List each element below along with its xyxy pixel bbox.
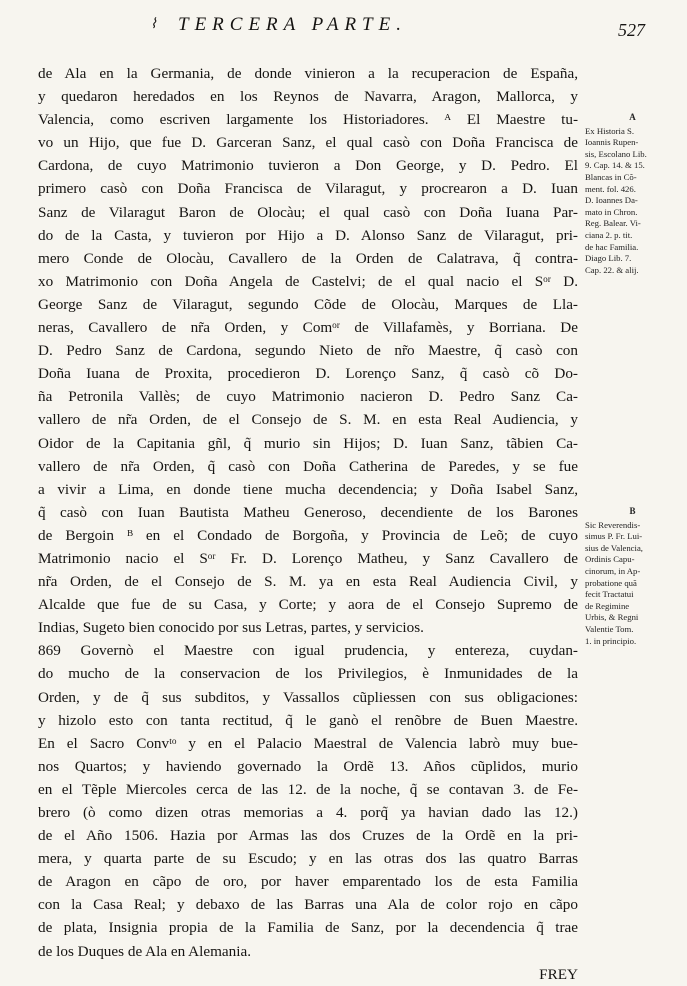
text-line: nos Quartos; y haviendo governado la Ordẽ 13. Años cũplidos, murio: [38, 757, 578, 775]
text-line: FREY: [539, 965, 578, 983]
text-line: a vivir a Lima, en donde tiene mucha decendencia; y Doña Isabel Sanz,: [38, 480, 578, 498]
header-title: TERCERA PARTE.: [178, 14, 407, 35]
margin-note-line: Cap. 22. & alij.: [585, 264, 639, 275]
text-line: de plata, Insignia propia de la Familia de Sanz, por la decendencia q̃ trae: [38, 919, 578, 937]
text-line: nr̃a Orden, de el Consejo de S. M. ya en esta Real Audiencia Civil, y: [38, 573, 578, 591]
page-number: 527: [618, 20, 645, 40]
margin-note-line: cinorum, in Ap-: [585, 565, 641, 576]
text-line: mera, y quarta parte de su Escudo; y en las otras dos las quatro Barras: [38, 850, 578, 868]
margin-note-line: Urbis, & Regni: [585, 612, 639, 623]
text-line: vallero de nr̃a Orden, de el Consejo de S. M. en esta Real Audiencia, y: [38, 411, 578, 429]
text-line: mero Conde de Olocàu, Cavallero de la Orden de Calatrava, q̃ contra-: [38, 249, 578, 267]
margin-note-line: simus P. Fr. Lui-: [585, 531, 643, 542]
text-line: 869 Governò el Maestre con igual prudencia, y entereza, cuydan-: [38, 642, 578, 660]
text-line: Sanz de Vilaragut Baron de Olocàu; el qual casò con Doña Iuana Par-: [38, 203, 578, 221]
text-line: ña Petronila Vallès; de cuyo Matrimonio nacieron D. Pedro Sanz Ca-: [38, 388, 578, 406]
margin-note-line: D. Ioannes Da-: [585, 195, 638, 206]
text-line: D. Pedro Sanz de Cardona, segundo Nieto de nr̃o Maestre, q̃ casò con: [38, 342, 578, 360]
text-line: Oidor de la Capitania gñl, q̃ murio sin Hijos; D. Iuan Sanz, tãbien Ca-: [38, 434, 578, 452]
text-line: vallero de nr̃a Orden, q̃ casò con Doña Catherina de Paredes, y se fue: [38, 457, 578, 475]
text-line: Matrimonio nacio el Sᵒʳ Fr. D. Lorenço Matheu, y Sanz Cavallero de: [38, 549, 578, 567]
margin-note-line: Sic Reverendis-: [585, 519, 641, 530]
text-line: neras, Cavallero de nr̃a Orden, y Comᵒʳ de Villafamès, y Borriana. De: [38, 319, 578, 337]
text-line: de Ala en la Germania, de donde vinieron a la recuperacion de España,: [38, 65, 578, 82]
text-line: primero casò con Doña Francisca de Vilaragut, y procrearon a D. Iuan: [38, 180, 578, 198]
margin-note-line: Reg. Balear. Vi-: [585, 218, 641, 229]
text-line: y quedaron heredados en los Reynos de Navarra, Aragon, Mallorca, y: [38, 88, 578, 106]
text-line: Cardona, de cuyo Matrimonio tuvieron a Don George, y D. Pedro. El: [38, 157, 578, 175]
text-line: xo Matrimonio con Doña Angela de Castelvi; de el qual nacio el Sᵒʳ D.: [38, 272, 578, 290]
body-text: [38, 62, 578, 986]
margin-note-marker: A: [629, 112, 636, 122]
margin-note-line: ment. fol. 426.: [585, 183, 636, 194]
text-line: en el Tẽple Miercoles cerca de las 12. de la noche, q̃ se contavan 3. de Fe-: [38, 780, 578, 798]
text-line: vo un Hijo, que fue D. Garceran Sanz, el qual casò con Doña Francisca de: [38, 134, 578, 152]
margin-note-line: sis, Escolano Lib.: [585, 148, 647, 159]
margin-note-a: [585, 112, 680, 276]
margin-note-line: Ioannis Rupen-: [585, 137, 639, 148]
text-line: de el Año 1506. Hazia por Armas las dos Cruzes de la Ordẽ en la pri-: [38, 827, 578, 845]
margin-note-line: ciana 2. p. tit.: [585, 229, 633, 240]
margin-note-line: Blancas in Cõ-: [585, 171, 637, 182]
margin-note-line: Ordinis Capu-: [585, 554, 635, 565]
text-line: George Sanz de Vilaragut, segundo Cõde de Olocàu, Marques de Lla-: [38, 295, 578, 313]
running-header: [150, 14, 590, 40]
margin-note-line: fecit Tractatui: [585, 589, 634, 600]
header-ornament: ⌇: [150, 17, 157, 32]
text-line: de Aragon en cãpo de oro, por haver emparentado los de esta Familia: [38, 873, 578, 891]
text-line: Orden, y de q̃ sus subditos, y Vassallos cũpliessen con sus obligaciones:: [38, 688, 578, 706]
text-line: Indias, Sugeto bien conocido por sus Letras, partes, y servicios.: [38, 619, 424, 637]
margin-note-line: Valentie Tom.: [585, 623, 634, 634]
margin-note-line: 9. Cap. 14. & 15.: [585, 160, 645, 171]
text-line: de los Duques de Ala en Alemania.: [38, 942, 251, 960]
margin-note-line: de Regimine: [585, 600, 630, 611]
margin-note-line: mato in Chron.: [585, 206, 638, 217]
text-line: Alcalde que fue de su Casa, y Corte; y aora de el Consejo Supremo de: [38, 596, 578, 614]
text-line: brero (ò como dizen otras memorias a 4. porq̃ ya havian dado las 12.): [38, 804, 578, 821]
text-line: Doña Iuana de Proxita, procedieron D. Lorenço Sanz, q̃ casò cõ Do-: [38, 365, 578, 383]
text-line: q̃ casò con Iuan Bautista Matheu Generoso, decendiente de los Barones: [38, 503, 578, 521]
text-line: do mucho de la conservacion de los Privilegios, è Inmunidades de la: [38, 665, 578, 683]
margin-note-line: 1. in principio.: [585, 635, 637, 646]
margin-note-line: probatione quã: [585, 577, 637, 588]
margin-note-line: sius de Valencia,: [585, 542, 643, 553]
text-line: con la Casa Real; y debaxo de las Barras una Ala de color rojo en cãpo: [38, 896, 578, 914]
text-line: de Bergoin ᴮ en el Condado de Borgoña, y Provincia de Leõ; de cuyo: [38, 526, 578, 544]
margin-note-b: [585, 506, 680, 647]
margin-note-line: de hac Familia.: [585, 241, 639, 252]
margin-note-marker: B: [629, 506, 636, 516]
margin-note-line: Diago Lib. 7.: [585, 253, 632, 264]
margin-note-line: Ex Historia S.: [585, 125, 634, 136]
text-line: Valencia, como escriven largamente los Historiadores. ᴬ El Maestre tu-: [38, 111, 578, 129]
text-line: do de la Casta, y tuvieron por Hijo a D. Alonso Sanz de Vilaragut, pri-: [38, 226, 578, 244]
text-line: En el Sacro Convᵗᵒ y en el Palacio Maestral de Valencia labrò muy bue-: [38, 734, 578, 752]
text-line: y hizolo esto con tanta rectitud, q̃ le ganò el renõbre de Buen Maestre.: [38, 711, 578, 729]
